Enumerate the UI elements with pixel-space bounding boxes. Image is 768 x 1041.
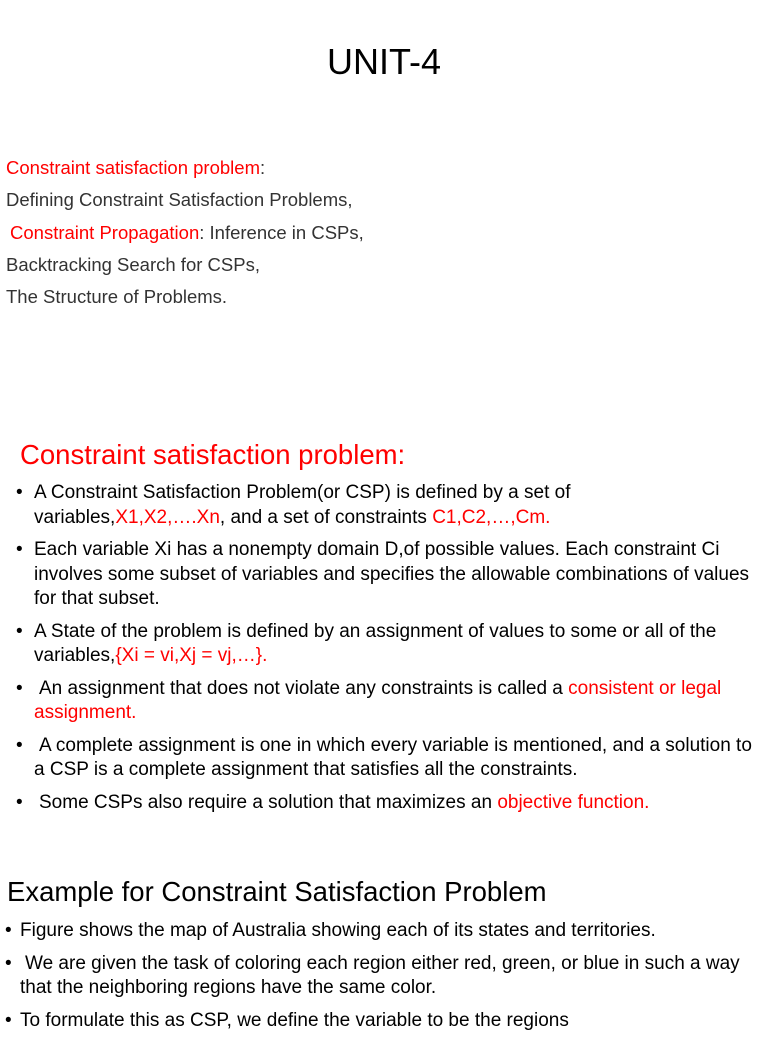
csp-definition-list xyxy=(16,481,756,823)
agenda-item-defining: Defining Constraint Satisfaction Problems, xyxy=(6,189,353,211)
slide2-title-colon: : xyxy=(397,439,406,470)
agenda-list xyxy=(6,152,364,313)
agenda-item-structure: The Structure of Problems. xyxy=(6,286,228,308)
example-list xyxy=(5,919,755,1041)
list-item: • A Constraint Satisfaction Problem(or CSP) is defined by a set of variables,X1,X2,….Xn, and a set of constraints C1,C2,…,Cm. xyxy=(16,481,756,530)
list-item: • An assignment that does not violate any constraints is called a consistent or legal assignment. xyxy=(16,677,756,726)
list-item: • Figure shows the map of Australia showing each of its states and territories. xyxy=(5,919,755,944)
list-item: • Some CSPs also require a solution that maximizes an objective function. xyxy=(16,791,756,816)
list-item: • A State of the problem is defined by an assignment of values to some or all of the variables,{Xi = vi,Xj = vj,…}. xyxy=(16,620,756,669)
slide-title-unit: UNIT-4 xyxy=(326,41,441,82)
agenda-item-backtracking: Backtracking Search for CSPs, xyxy=(6,253,260,275)
agenda-item-csp xyxy=(6,152,364,184)
agenda-colon: : xyxy=(259,157,266,178)
agenda-item-propagation xyxy=(6,217,364,249)
agenda-csp-heading: Constraint satisfaction problem xyxy=(6,157,260,178)
list-item: • We are given the task of coloring each region either red, green, or blue in such a way that the neighboring regions have the same color. xyxy=(5,952,755,1001)
slide-title-example: Example for Constraint Satisfaction Problem xyxy=(7,876,547,907)
agenda-propagation-rest: : Inference in CSPs, xyxy=(199,221,364,243)
list-item: • Each variable Xi has a nonempty domain D,of possible values. Each constraint Ci involves some subset of variables and specifies the allowable combinations of values for that subset. xyxy=(16,538,756,612)
list-item: • A complete assignment is one in which every variable is mentioned, and a solution to a CSP is a complete assignment that satisfies all the constraints. xyxy=(16,734,756,783)
slide-title-csp xyxy=(20,436,405,474)
slide2-title-text: Constraint satisfaction problem xyxy=(20,439,398,470)
agenda-propagation-heading: Constraint Propagation xyxy=(10,221,200,243)
list-item: • To formulate this as CSP, we define the variable to be the regions xyxy=(5,1009,755,1034)
